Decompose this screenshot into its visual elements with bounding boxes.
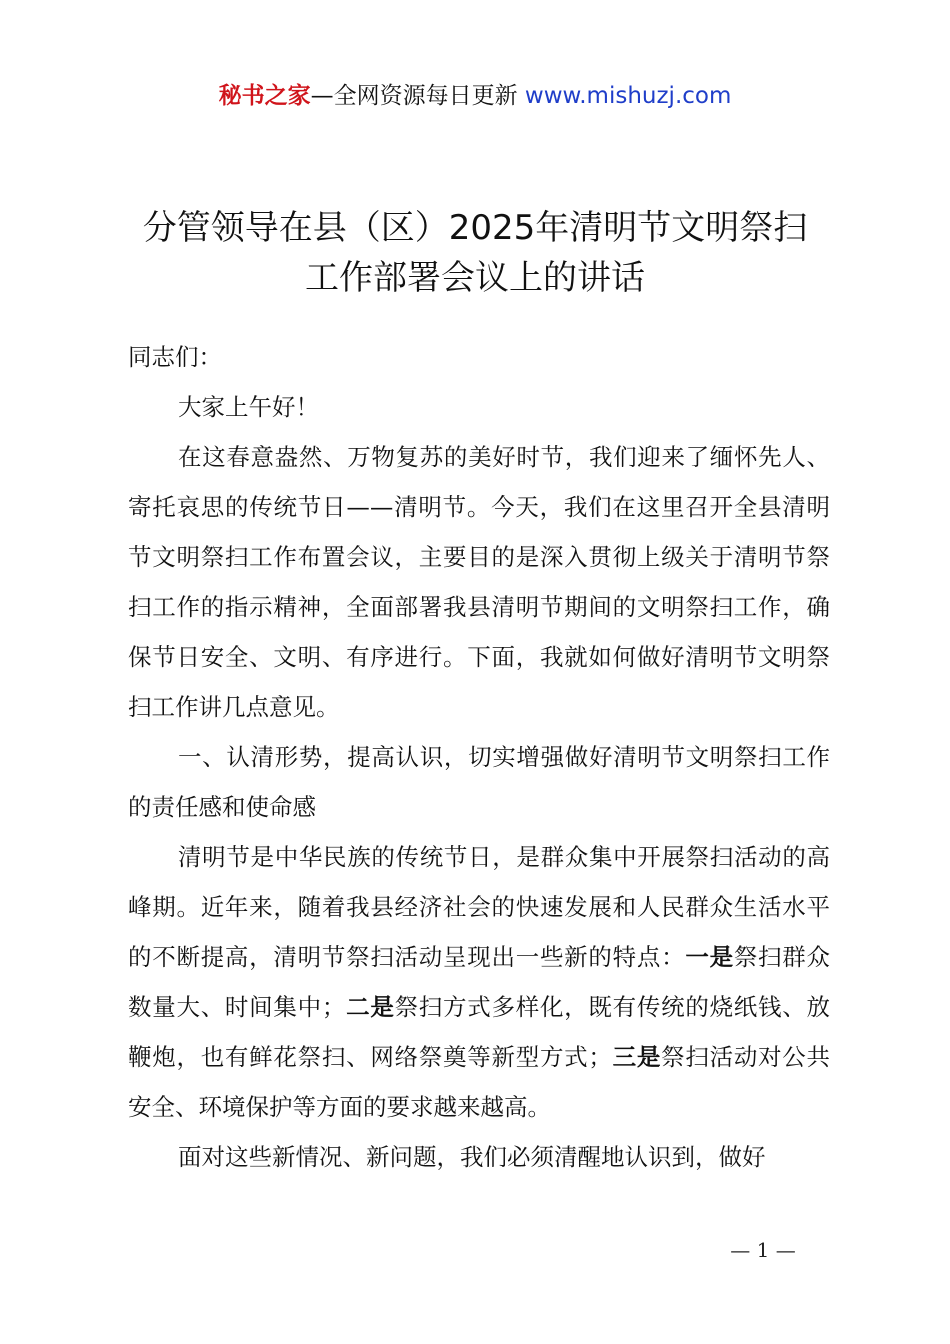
point-1-text: 祭扫群众数量大、时间集中； [128, 943, 831, 1021]
section-1-paragraph-2: 面对这些新情况、新问题，我们必须清醒地认识到，做好 [178, 1143, 766, 1171]
section-1-heading: 一、认清形势，提高认识，切实增强做好清明节文明祭扫工作的责任感和使命感 [128, 743, 830, 821]
point-3-keyword: 三是 [611, 1043, 662, 1071]
site-url-link[interactable]: www.mishuzj.com [524, 83, 732, 109]
point-2-text: 祭扫方式多样化，既有传统的烧纸钱、放鞭炮，也有鲜花祭扫、网络祭奠等新型方式； [128, 993, 831, 1071]
speech-body [128, 332, 830, 1182]
greeting: 大家上午好！ [178, 393, 319, 421]
title-line-2: 工作部署会议上的讲话 [305, 257, 645, 298]
intro-paragraph: 在这春意盎然、万物复苏的美好时节，我们迎来了缅怀先人、寄托哀思的传统节日——清明节。今天，我们在这里召开全县清明节文明祭扫工作布置会议，主要目的是深入贯彻上级关于清明节祭扫工作的指示精神，全面部署我县清明节期间的文明祭扫工作，确保节日安全、文明、有序进行。下面，我就如何做好清明节文明祭扫工作讲几点意见。 [128, 443, 830, 721]
document-title [80, 203, 870, 303]
page-number: — 1 — [730, 1238, 796, 1262]
section-1-paragraph-1 [128, 832, 830, 1132]
salutation: 同志们： [128, 343, 222, 371]
point-3-text: 祭扫活动对公共安全、环境保护等方面的要求越来越高。 [128, 1043, 831, 1121]
site-header [0, 80, 950, 112]
point-1-keyword: 一是 [685, 943, 734, 971]
paragraph-lead: 清明节是中华民族的传统节日，是群众集中开展祭扫活动的高峰期。近年来，随着我县经济社会的快速发展和人民群众生活水平的不断提高，清明节祭扫活动呈现出一些新的特点： [128, 843, 830, 971]
title-line-1: 分管领导在县（区）2025年清明节文明祭扫 [142, 207, 808, 248]
site-tagline: —全网资源每日更新 [310, 83, 525, 109]
point-2-keyword: 二是 [345, 993, 395, 1021]
site-brand: 秘书之家 [218, 83, 311, 109]
